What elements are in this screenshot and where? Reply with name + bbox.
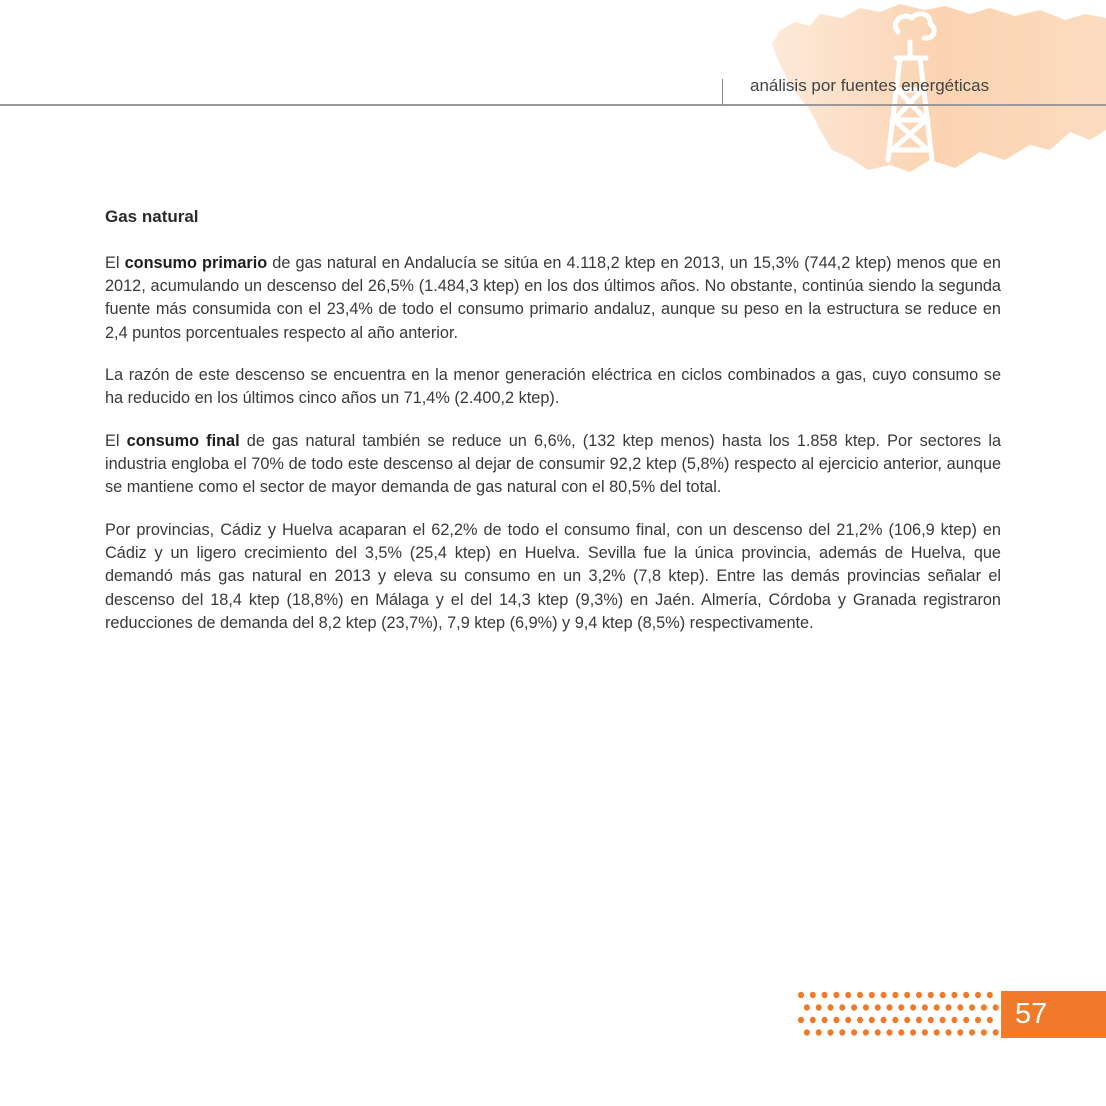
decorative-dot-grid: [795, 990, 1001, 1040]
header-rule: [0, 104, 1106, 106]
paragraph-primary-consumption: El consumo primario de gas natural en Andalucía se sitúa en 4.118,2 ktep en 2013, un 15,3% (744,2 ktep) menos que en 2012, acumulando un descenso del 26,5% (1.484,3 ktep) en los dos últimos años. No obstante, continúa siendo la segunda fuente más consumida con el 23,4% de todo el consumo primario andaluz, aunque su peso en la estructura se reduce en 2,4 puntos porcentuales respecto al año anterior.: [105, 254, 1001, 342]
paragraph-final-consumption: El consumo final de gas natural también se reduce un 6,6%, (132 ktep menos) hasta los 1.858 ktep. Por sectores la industria engloba el 70% de todo este descenso al dejar de consumir 92,2 ktep (5,8%) respecto al ejercicio anterior, aunque se mantiene como el sector de mayor demanda de gas natural con el 80,5% del total.: [105, 432, 1001, 497]
header-divider: [722, 79, 723, 105]
page-number: 57: [1015, 998, 1048, 1030]
paragraph-provinces: Por provincias, Cádiz y Huelva acaparan el 62,2% de todo el consumo final, con un descenso del 21,2% (106,9 ktep) en Cádiz y un ligero crecimiento del 3,5% (25,4 ktep) en Huelva. Sevilla fue la única provincia, además de Huelva, que demandó más gas natural en 2013 y eleva su consumo en un 3,2% (7,8 ktep). Entre las demás provincias señalar el descenso del 18,4 ktep (18,8%) en Málaga y el del 14,3 ktep (9,3%) en Jaén. Almería, Córdoba y Granada registraron reducciones de demanda del 8,2 ktep (23,7%), 7,9 ktep (6,9%) y 9,4 ktep (8,5%) respectivamente.: [105, 521, 1001, 632]
paragraph-reason: La razón de este descenso se encuentra en la menor generación eléctrica en ciclos combinados a gas, cuyo consumo se ha reducido en los últimos cinco años un 71,4% (2.400,2 ktep).: [105, 366, 1001, 408]
page-heading: Gas natural: [105, 207, 199, 226]
section-title: análisis por fuentes energéticas: [750, 76, 990, 95]
